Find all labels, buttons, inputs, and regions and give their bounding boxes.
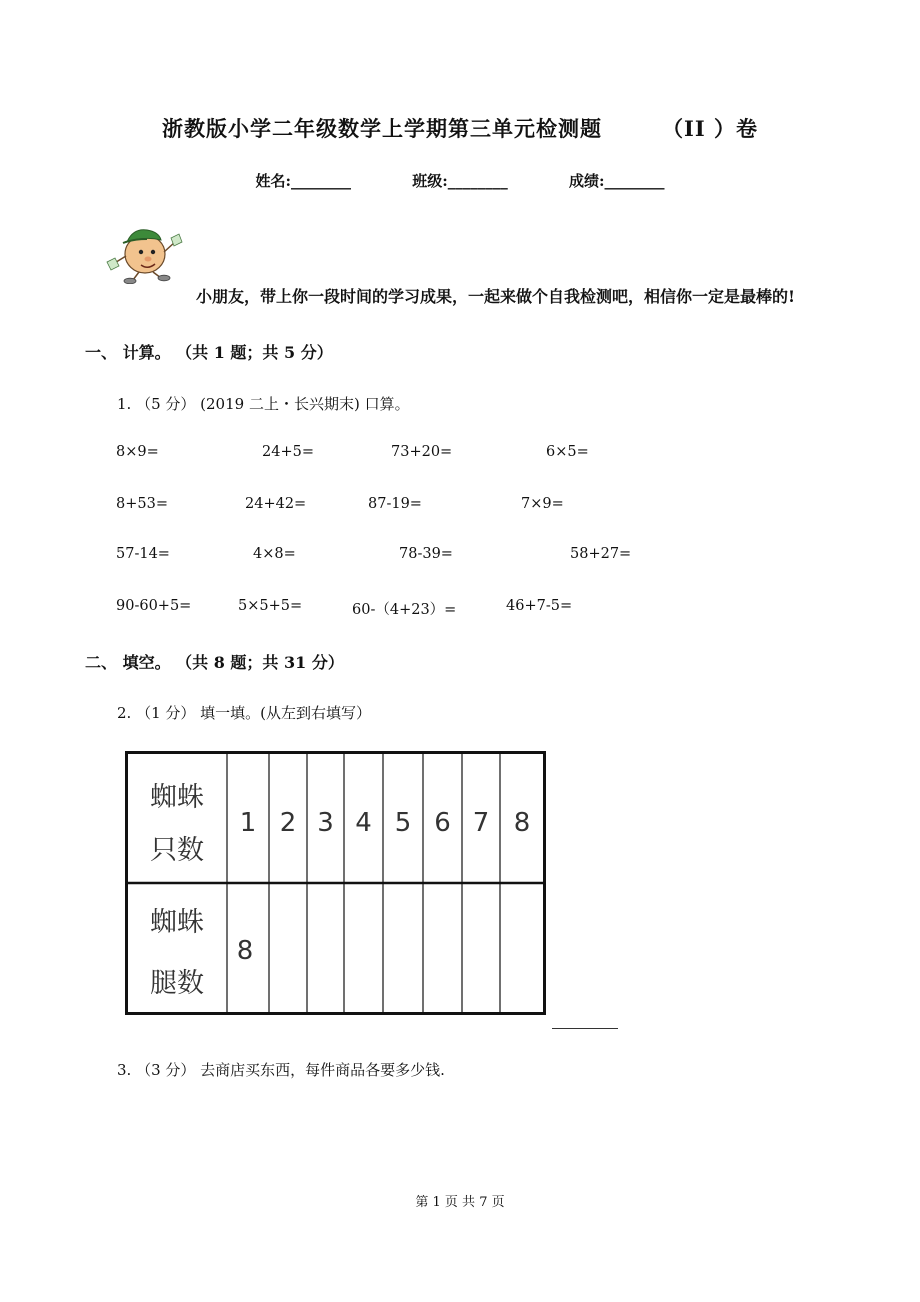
calc-item: 8+53=: [116, 496, 168, 512]
name-blank: ________: [290, 172, 351, 190]
calc-item: 73+20=: [391, 444, 453, 460]
row-label-spider-legs-b: 腿数: [150, 968, 204, 999]
page-title: [0, 113, 920, 143]
calc-item: 24+5=: [262, 444, 314, 460]
section-1-heading: 一、 计算。 （共 1 题；共 5 分）: [85, 343, 333, 362]
count-cell: 7: [472, 808, 490, 838]
name-label: 姓名:: [255, 172, 291, 190]
answer-cell[interactable]: [424, 885, 461, 1012]
calc-item: 4×8=: [253, 546, 296, 562]
answer-cell[interactable]: [308, 885, 343, 1012]
page-footer: 第 1 页 共 7 页: [415, 1195, 505, 1210]
count-cell: 1: [239, 808, 257, 838]
name-field[interactable]: [255, 170, 351, 191]
calc-item: 90-60+5=: [116, 598, 192, 614]
score-label: 成绩:: [569, 172, 605, 190]
question-1-prompt: 1. （5 分） (2019 二上・长兴期末) 口算。: [117, 395, 410, 413]
class-field[interactable]: [412, 170, 508, 191]
row-label-spider-count-a: 蜘蛛: [150, 782, 204, 813]
calc-item: 24+42=: [245, 496, 307, 512]
calc-item: 5×5+5=: [238, 598, 303, 614]
calc-item: 7×9=: [521, 496, 564, 512]
count-cell: 6: [434, 808, 451, 838]
spider-table: [125, 751, 546, 1015]
class-label: 班级:: [412, 172, 448, 190]
count-cell: 5: [394, 808, 412, 838]
calc-item: 78-39=: [399, 546, 453, 562]
legs-cell-first: 8: [236, 936, 254, 966]
count-cell: 2: [279, 808, 297, 838]
calc-item: 87-19=: [368, 496, 422, 512]
score-field[interactable]: [569, 170, 665, 191]
calc-item: 57-14=: [116, 546, 170, 562]
answer-cell[interactable]: [270, 885, 306, 1012]
question-3-prompt: 3. （3 分） 去商店买东西，每件商品各要多少钱.: [117, 1061, 445, 1079]
student-info-fields: [0, 170, 920, 191]
count-cell: 4: [355, 808, 372, 838]
question-2-prompt: 2. （1 分） 填一填。(从左到右填写）: [117, 704, 372, 722]
mascot-illustration: [103, 222, 183, 284]
answer-line[interactable]: [552, 1028, 618, 1029]
title-suffix: （II ）卷: [662, 116, 758, 141]
answer-cell[interactable]: [501, 885, 543, 1012]
count-cell: 8: [513, 808, 531, 838]
title-text: 浙教版小学二年级数学上学期第三单元检测题: [162, 116, 603, 141]
calc-item: 46+7-5=: [506, 598, 573, 614]
calc-item: 6×5=: [546, 444, 589, 460]
section-2-heading: 二、 填空。 （共 8 题；共 31 分）: [85, 653, 344, 672]
row-label-spider-count-b: 只数: [150, 835, 204, 866]
answer-cell[interactable]: [345, 885, 382, 1012]
calc-item: 60-（4+23）=: [352, 602, 457, 618]
answer-cell[interactable]: [463, 885, 499, 1012]
calc-item: 58+27=: [570, 546, 632, 562]
calc-item: 8×9=: [116, 444, 159, 460]
answer-cell[interactable]: [384, 885, 422, 1012]
intro-text: 小朋友，带上你一段时间的学习成果，一起来做个自我检测吧，相信你一定是最棒的!: [196, 287, 796, 306]
score-blank: ________: [604, 172, 665, 190]
count-cell: 3: [317, 808, 334, 838]
class-blank: ________: [447, 172, 508, 190]
row-label-spider-legs-a: 蜘蛛: [150, 907, 204, 938]
